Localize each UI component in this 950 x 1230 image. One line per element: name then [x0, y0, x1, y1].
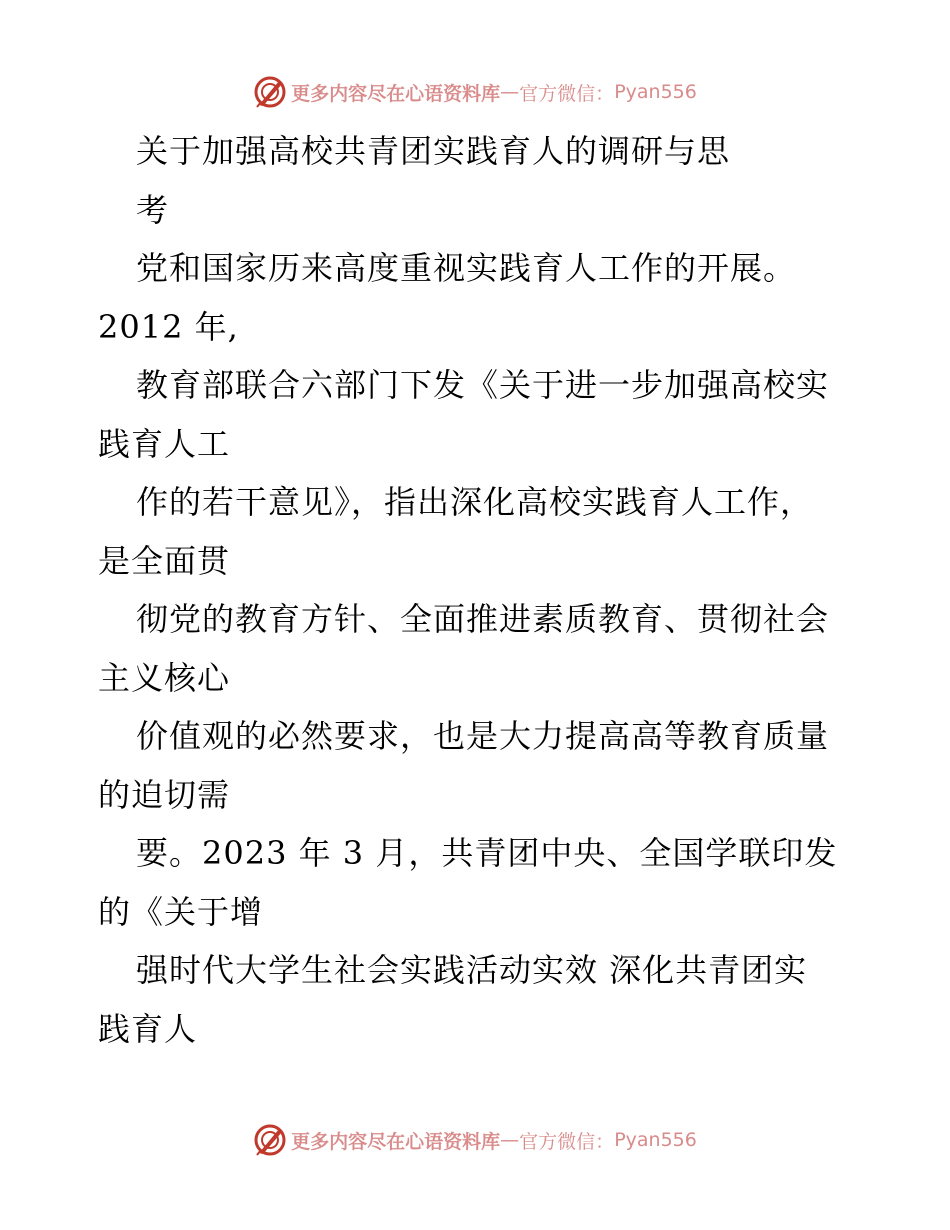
document-title-line-2: 考: [136, 190, 170, 229]
paragraph-line: 强时代大学生社会实践活动实效 深化共青团实: [136, 951, 808, 990]
banner-wechat-id: Pyan556: [614, 81, 697, 103]
banner-dash: —: [500, 81, 520, 103]
banner-brand-text: 更多内容尽在心语资料库: [291, 1130, 501, 1153]
banner-dash: —: [500, 1129, 520, 1151]
paragraph-line: 的《关于增: [98, 892, 264, 931]
footer-banner: [0, 1120, 950, 1160]
banner-wechat-label: 官方微信：: [519, 1130, 615, 1153]
paragraph-line: 2012 年,: [98, 307, 239, 346]
paragraph-line: 彻党的教育方针、全面推进素质教育、贯彻社会: [136, 600, 830, 639]
paragraph-line: 作的若干意见》，指出深化高校实践育人工作，: [136, 483, 814, 522]
document-title-line-1: 关于加强高校共青团实践育人的调研与思: [136, 132, 731, 171]
paragraph-line: 的迫切需: [98, 775, 231, 814]
paragraph-line: 党和国家历来高度重视实践育人工作的开展。: [136, 249, 797, 288]
quill-logo-icon: [253, 75, 287, 109]
paragraph-line: 价值观的必然要求，也是大力提高高等教育质量: [136, 717, 830, 756]
header-banner: [0, 72, 950, 112]
paragraph-line: 是全面贯: [98, 541, 231, 580]
banner-brand-text: 更多内容尽在心语资料库: [291, 82, 501, 105]
document-body: [98, 122, 878, 1058]
paragraph-line: 教育部联合六部门下发《关于进一步加强高校实: [136, 366, 830, 405]
paragraph-line: 践育人工: [98, 424, 231, 463]
paragraph-line: 主义核心: [98, 658, 231, 697]
paragraph-line: 要。2023 年 3 月，共青团中央、全国学联印发: [136, 834, 838, 873]
quill-logo-icon: [253, 1123, 287, 1157]
banner-wechat-id: Pyan556: [614, 1129, 697, 1151]
paragraph-line: 践育人: [98, 1009, 198, 1048]
banner-wechat-label: 官方微信：: [519, 82, 615, 105]
